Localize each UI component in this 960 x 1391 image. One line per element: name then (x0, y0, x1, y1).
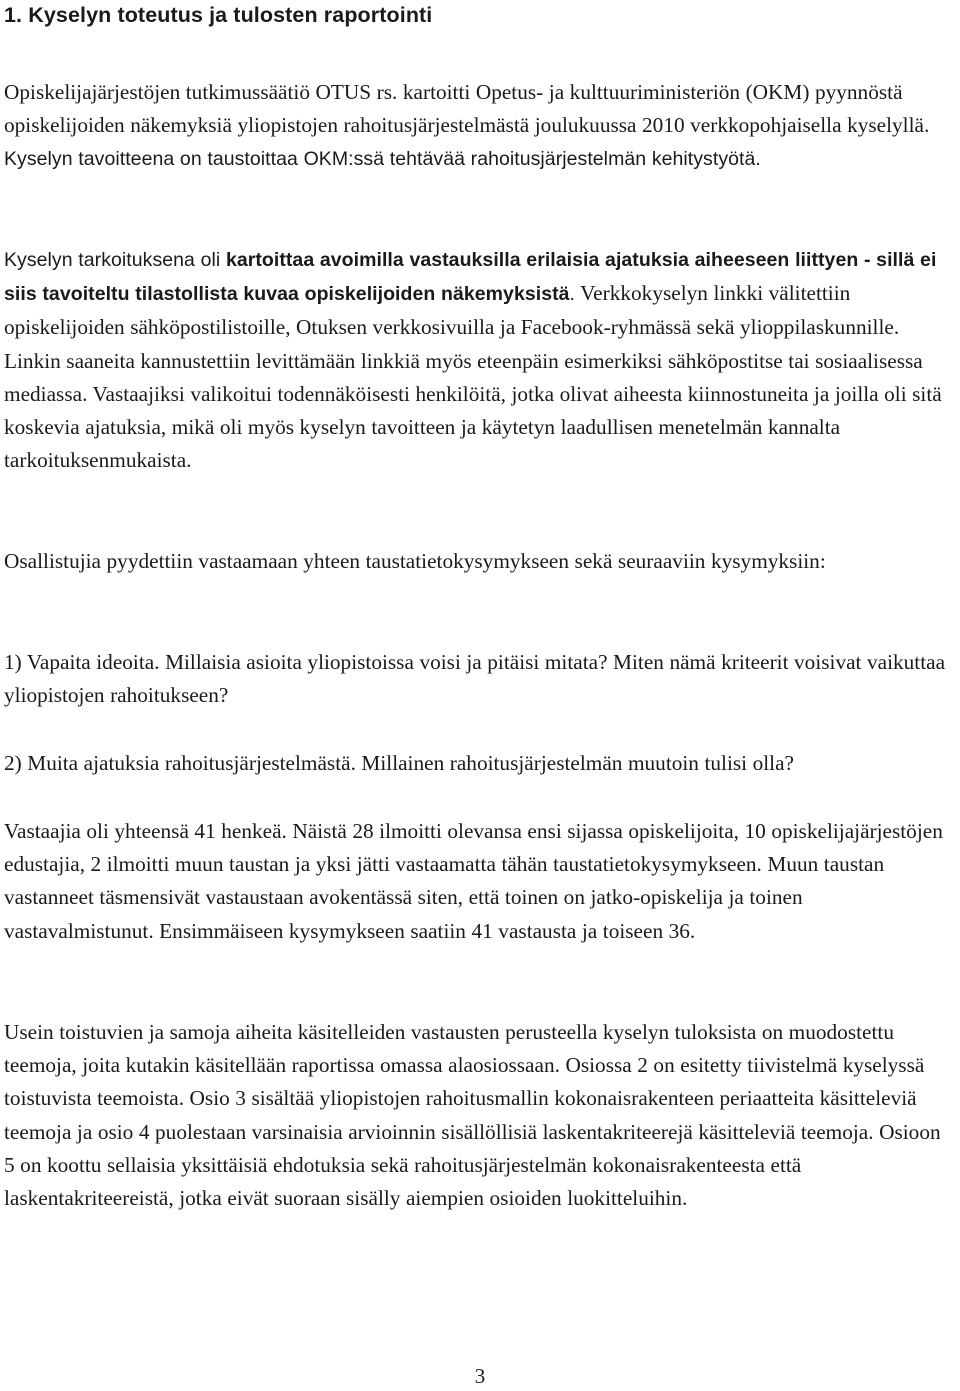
question-1: 1) Vapaita ideoita. Millaisia asioita yliopistoissa voisi ja pitäisi mitata? Miten nämä kriteerit voisivat vaikuttaa yliopistojen rahoitukseen? (4, 650, 946, 708)
paragraph-background-text: Opiskelijajärjestöjen tutkimussäätiö OTUS rs. kartoitti Opetus- ja kulttuuriministeriön (OKM) pyynnöstä opiskelijoiden näkemyksiä yliopistojen rahoitusjärjestelmästä joulukuussa 2010 verkkopohjaisella kyselyllä. (4, 80, 930, 138)
paragraph-purpose-period: . (569, 283, 576, 306)
paragraph-purpose-emphasis: kartoittaa avoimilla vastauksilla erilaisia ajatuksia aiheeseen liittyen - sillä ei siis tavoiteltu tilastollista kuvaa opiskelijoiden näkemyksistä (4, 249, 937, 306)
section-heading: 1. Kyselyn toteutus ja tulosten raportointi (4, 3, 433, 27)
paragraph-themes: Usein toistuvien ja samoja aiheita käsitelleiden vastausten perusteella kyselyn tuloksista on muodostettu teemoja, joita kutakin käsitellään raportissa omassa alaosiossaan. Osiossa 2 on esitetty tiivistelmä kyselyssä toistuvista teemoista. Osio 3 sisältää yliopistojen rahoitusmallin kokonaisrakenteen periaatteita käsitteleviä teemoja ja osio 4 puolestaan varsinaisia arvioinnin sisällöllisiä laskentakriteerejä käsitteleviä teemoja. Osioon 5 on koottu sellaisia yksittäisiä ehdotuksia sekä rahoitusjärjestelmän kokonaisrakenteesta että laskentakriteereistä, jotka eivät suoraan sisälly aiempien osioiden luokitteluihin. (4, 1020, 941, 1211)
paragraph-background-goal: Kyselyn tavoitteena on taustoittaa OKM:ssä tehtävää rahoitusjärjestelmän kehitystyötä. (4, 148, 761, 171)
question-2: 2) Muita ajatuksia rahoitusjärjestelmästä. Millainen rahoitusjärjestelmän muutoin tulisi olla? (4, 751, 794, 775)
paragraph-purpose-distribution: Verkkokyselyn linkki välitettiin opiskelijoiden sähköpostilistoille, Otuksen verkkosivuilla ja Facebook-ryhmässä sekä ylioppilaskunnille. Linkin saaneita kannustettiin levittämään linkkiä myös eteenpäin esimerkiksi sähköpostitse tai sosiaalisessa mediassa. Vastaajiksi valikoitui todennäköisesti henkilöitä, jotka olivat aiheesta kiinnostuneita ja joilla oli sitä koskevia ajatuksia, mikä oli myös kyselyn tavoitteen ja käytetyn laadullisen menetelmän kannalta tarkoituksenmukaista. (4, 281, 942, 473)
paragraph-purpose (4, 243, 956, 477)
paragraph-background (4, 76, 956, 177)
paragraph-participants: Osallistujia pyydettiin vastaamaan yhteen taustatietokysymykseen sekä seuraaviin kysymyksiin: (4, 549, 826, 573)
page-number: 3 (474, 1364, 486, 1388)
paragraph-purpose-intro: Kyselyn tarkoituksena oli (4, 249, 226, 271)
paragraph-respondents: Vastaajia oli yhteensä 41 henkeä. Näistä 28 ilmoitti olevansa ensi sijassa opiskelijoita, 10 opiskelijajärjestöjen edustajia, 2 ilmoitti muun taustan ja yksi jätti vastaamatta tähän taustatietokysymykseen. Muun taustan vastanneet täsmensivät vastaustaan avokentässä siten, että toinen on jatko-opiskelija ja toinen vastavalmistunut. Ensimmäiseen kysymykseen saatiin 41 vastausta ja toiseen 36. (4, 819, 943, 943)
